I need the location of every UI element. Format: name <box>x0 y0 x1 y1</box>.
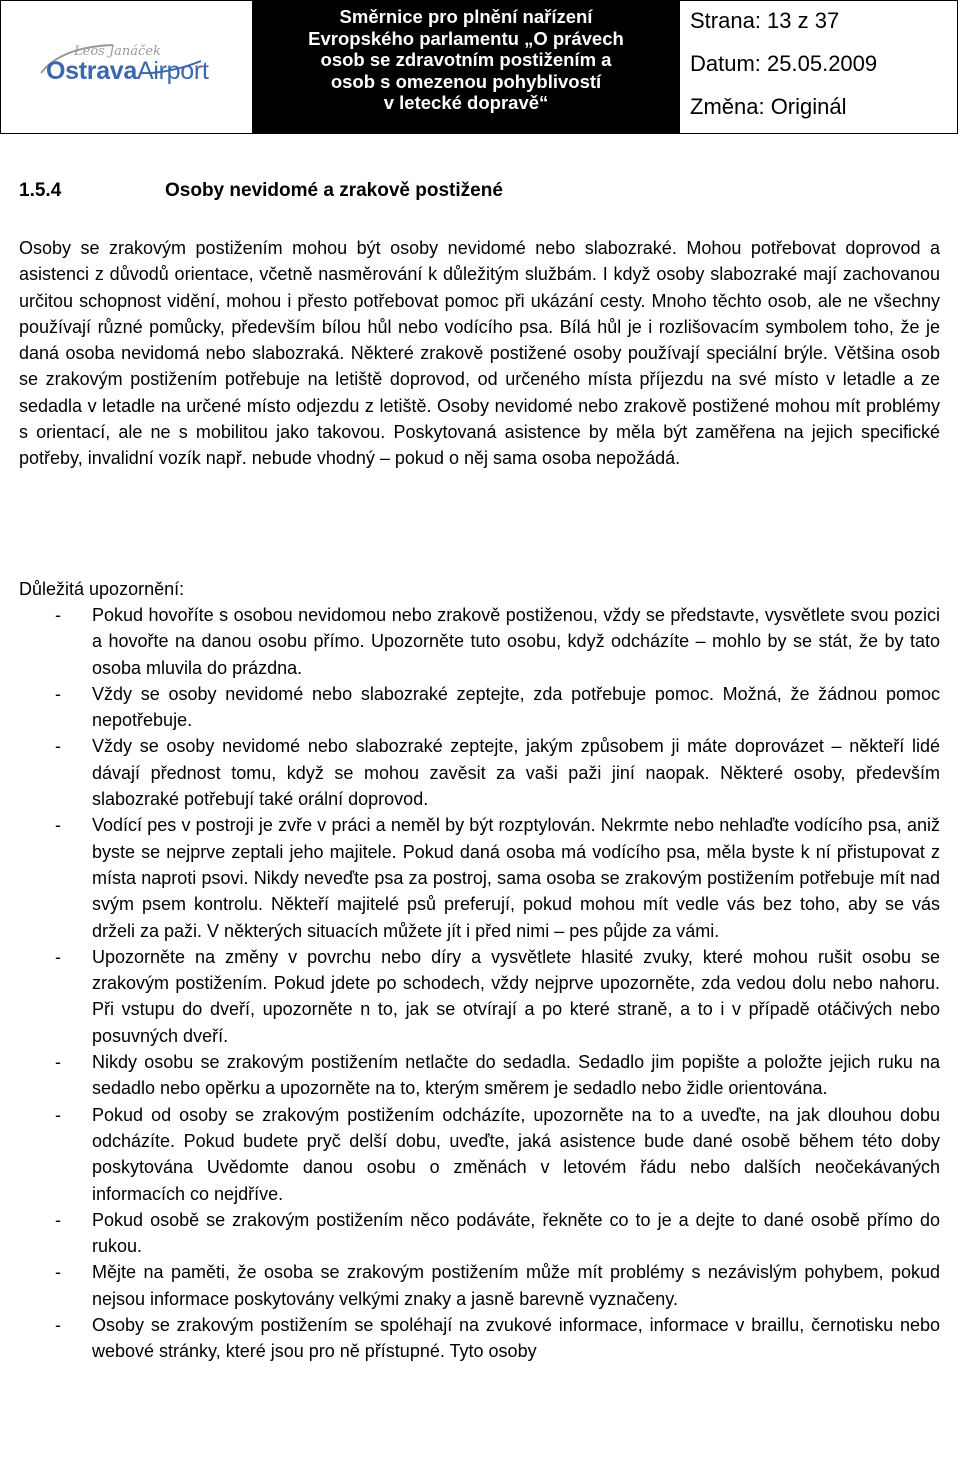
list-dash: - <box>55 815 61 836</box>
document-date: Datum: 25.05.2009 <box>690 51 878 76</box>
list-item <box>19 1102 940 1207</box>
list-item <box>19 1049 940 1102</box>
list-item-text: Vždy se osoby nevidomé nebo slabozraké zeptejte, jakým způsobem ji máte doprovázet – někteří lidé dávají přednost tomu, když se mohou zavěsit za vaši paži jiní naopak. Některé osoby, především slabozraké potřebují také orální doprovod. <box>92 736 940 810</box>
list-item <box>19 1312 940 1365</box>
list-item-text: Mějte na paměti, že osoba se zrakovým postižením může mít problémy s nezávislým pohybem, pokud nejsou informace poskytovány velkými znaky a jasně barevně vyznačeny. <box>92 1262 940 1309</box>
document-title <box>253 1 680 133</box>
list-dash: - <box>55 1209 61 1230</box>
body-paragraph: Osoby se zrakovým postižením mohou být osoby nevidomé nebo slabozraké. Mohou potřebovat doprovod a asistenci z důvodů orientace, včetně nasměrování k důležitým službám. I když osoby slabozraké mají zachovanou určitou schopnost vidění, mohou i přesto potřebovat pomoc při ukázání cesty. Mnoho těchto osob, ale ne všechny používají různé pomůcky, především bílou hůl nebo vodícího psa. Bílá hůl je i rozlišovacím symbolem toho, že je daná osoba nevidomá nebo slabozraká. Některé zrakově postižené osoby používají speciální brýle. Většina osob se zrakovým postižením potřebuje na letiště doprovod, od určeného místa příjezdu na své místo v letadle a ze sedadla v letadle na určené místo odjezdu z letiště. Osoby nevidomé nebo zrakově postižené mohou mít problémy s orientací, ale ne s mobilitou jako takovou. Poskytovaná asistence by měla být zaměřena na jejich specifické potřeby, invalidní vozík např. nebude vhodný – pokud o něj sama osoba nepožádá. <box>19 238 940 469</box>
list-item <box>19 681 940 734</box>
important-list <box>19 602 940 1365</box>
section-title: Osoby nevidomé a zrakově postižené <box>165 180 503 201</box>
list-item-text: Osoby se zrakovým postižením se spoléhají na zvukové informace, informace v braillu, černotisku nebo webové stránky, které jsou pro ně přístupné. Tyto osoby <box>92 1315 940 1362</box>
list-item <box>19 602 940 681</box>
list-dash: - <box>55 1262 61 1283</box>
list-item <box>19 733 940 812</box>
list-item <box>19 1259 940 1312</box>
list-dash: - <box>55 736 61 757</box>
page-number: Strana: 13 z 37 <box>690 8 840 33</box>
list-item-text: Pokud hovoříte s osobou nevidomou nebo zrakově postiženou, vždy se představte, vysvětlete svou pozici a hovořte na danou osobu přímo. Upozorněte tuto osobu, když odcházíte – mohlo by se stát, že by tato osoba mluvila do prázdna. <box>92 605 940 678</box>
list-item <box>19 812 940 943</box>
list-dash: - <box>55 605 61 625</box>
logo-name-part-1: Ostrava <box>46 57 138 85</box>
ostrava-airport-logo <box>1 1 253 133</box>
list-item-text: Upozorněte na změny v povrchu nebo díry a vysvětlete hlasité zvuky, které mohou rušit osobu se zrakovým postižením. Pokud jdete po schodech, vždy nejprve upozorněte, zda vedou dolu nebo nahoru. Při vstupu do dveří, upozorněte n to, jak se otvírají a po které straně, a to i v případě otáčivých nebo posuvných dveří. <box>92 946 940 1046</box>
section-heading <box>19 180 503 202</box>
important-label: Důležitá upozornění: <box>19 579 185 599</box>
list-dash: - <box>55 683 61 704</box>
logo-name-part-2: Airport <box>137 57 209 85</box>
title-line: osob s omezenou pohyblivostí <box>330 70 602 92</box>
list-item-text: Pokud osobě se zrakovým postižením něco podáváte, řekněte co to je a dejte to dané osobě přímo do rukou. <box>92 1209 940 1257</box>
document-meta <box>680 1 957 133</box>
list-item-text: Vodící pes v postroji je zvře v práci a neměl by být rozptylován. Nekrmte nebo nehlaďte vodícího psa, aniž byste se nejprve zeptali jeho majitele. Pokud daná osoba má vodícího psa, měla byste k ní přistupovat z místa naproti psovi. Nikdy neveďte psa za postroj, sama osoba se zrakovým postižením potřebuje mít nad svým psem kontrolu. Někteří majitelé psů preferují, pokud mohou mít vedle vás bez toho, aby se vás drželi za paži. V některých situacích můžete jít i před nimi – pes půjde za vámi. <box>92 815 940 941</box>
list-item-text: Vždy se osoby nevidomé nebo slabozraké zeptejte, zda potřebuje pomoc. Možná, že žádnou pomoc nepotřebuje. <box>92 683 940 731</box>
list-dash: - <box>55 1104 61 1125</box>
section-number: 1.5.4 <box>19 180 62 201</box>
list-dash: - <box>55 946 61 967</box>
list-item <box>19 1207 940 1260</box>
logo-script-text: Leoš Janáček <box>74 44 161 59</box>
list-dash: - <box>55 1315 61 1336</box>
list-item <box>19 944 940 1049</box>
list-item-text: Nikdy osobu se zrakovým postižením netlačte do sedadla. Sedadlo jim popište a položte jejich ruku na sedadlo nebo opěrku a upozorněte na to, kterým směrem je sedadlo nebo židle orientována. <box>92 1052 940 1099</box>
document-header <box>0 0 958 134</box>
title-line: osob se zdravotním postižením a <box>320 49 612 70</box>
title-line: v letecké dopravě“ <box>383 92 549 113</box>
list-dash: - <box>55 1052 61 1073</box>
title-line: Evropského parlamentu „O právech <box>308 27 624 49</box>
logo-name <box>46 57 209 86</box>
title-line: Směrnice pro plnění nařízení <box>339 6 593 27</box>
document-change: Změna: Originál <box>690 94 847 119</box>
list-item-text: Pokud od osoby se zrakovým postižením odcházíte, upozorněte na to a uveďte, na jak dlouhou dobu odcházíte. Pokud budete pryč delší dobu, uveďte, jaká asistence bude dané osobě během této doby poskytována Uvědomte danou osobu o změnách v letovém řádu nebo dalších neočekávaných informacích co nejdříve. <box>92 1104 940 1204</box>
